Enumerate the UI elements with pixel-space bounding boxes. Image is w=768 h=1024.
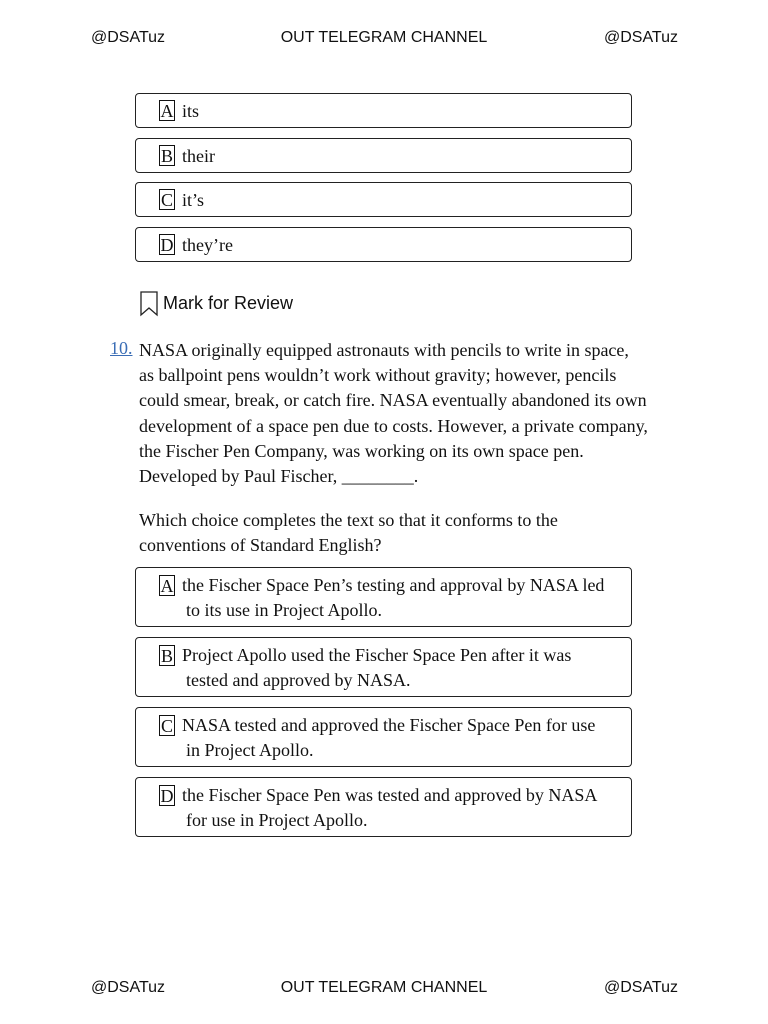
passage-line: the Fischer Pen Company, was working on its own space pen.: [139, 440, 584, 461]
mark-for-review-label: Mark for Review: [163, 293, 294, 313]
option-text-line1: NASA tested and approved the Fischer Space Pen for use: [182, 715, 596, 735]
option-letter: A: [160, 101, 174, 121]
passage-line: NASA originally equipped astronauts with pencils to write in space,: [139, 340, 629, 360]
footer-left-handle: @DSATuz: [91, 979, 166, 996]
header-right-handle: @DSATuz: [603, 29, 678, 46]
option-text-line1: Project Apollo used the Fischer Space Pen after it was: [182, 645, 572, 665]
option-text-line2: in Project Apollo.: [186, 740, 314, 760]
option-letter: D: [160, 786, 174, 806]
option-letter: B: [160, 146, 173, 166]
prev-option-c[interactable]: [135, 182, 632, 217]
prompt-line: Which choice completes the text so that it conforms to the: [139, 510, 558, 530]
prev-option-b[interactable]: [135, 138, 632, 173]
option-text-line1: the Fischer Space Pen’s testing and approval by NASA led: [182, 575, 605, 595]
footer-right-handle: @DSATuz: [603, 979, 678, 996]
option-letter: A: [160, 576, 174, 596]
option-text: it’s: [182, 190, 205, 210]
prev-option-a[interactable]: [135, 93, 632, 128]
option-text-line1: the Fischer Space Pen was tested and approved by NASA: [182, 785, 598, 805]
page-footer: [0, 979, 768, 999]
question-passage: [139, 338, 684, 489]
header-center-title: OUT TELEGRAM CHANNEL: [280, 29, 488, 46]
option-letter: D: [160, 235, 174, 255]
option-text: their: [182, 146, 215, 166]
option-text-line2: tested and approved by NASA.: [186, 670, 411, 690]
header-left-handle: @DSATuz: [91, 29, 166, 46]
option-d[interactable]: [135, 777, 632, 837]
option-letter: C: [160, 716, 173, 736]
page-header: [0, 29, 768, 49]
passage-line: as ballpoint pens wouldn’t work without gravity; however, pencils: [139, 365, 617, 386]
option-b[interactable]: [135, 637, 632, 697]
option-letter: B: [160, 646, 173, 666]
question-number[interactable]: 10.: [110, 338, 133, 358]
option-c[interactable]: [135, 707, 632, 767]
passage-line: Developed by Paul Fischer, ________.: [139, 466, 419, 487]
prev-option-d[interactable]: [135, 227, 632, 262]
passage-line: could smear, break, or catch fire. NASA eventually abandoned its own: [139, 390, 647, 411]
prompt-line: conventions of Standard English?: [139, 535, 382, 556]
question-prompt: [139, 508, 684, 558]
option-a[interactable]: [135, 567, 632, 627]
footer-center-title: OUT TELEGRAM CHANNEL: [280, 979, 488, 996]
option-text-line2: to its use in Project Apollo.: [186, 600, 382, 620]
bookmark-icon: [139, 291, 159, 317]
option-text: they’re: [182, 235, 233, 255]
passage-line: development of a space pen due to costs. However, a private company,: [139, 415, 648, 436]
option-text: its: [182, 101, 200, 121]
option-text-line2: for use in Project Apollo.: [186, 810, 368, 830]
option-letter: C: [160, 190, 173, 210]
